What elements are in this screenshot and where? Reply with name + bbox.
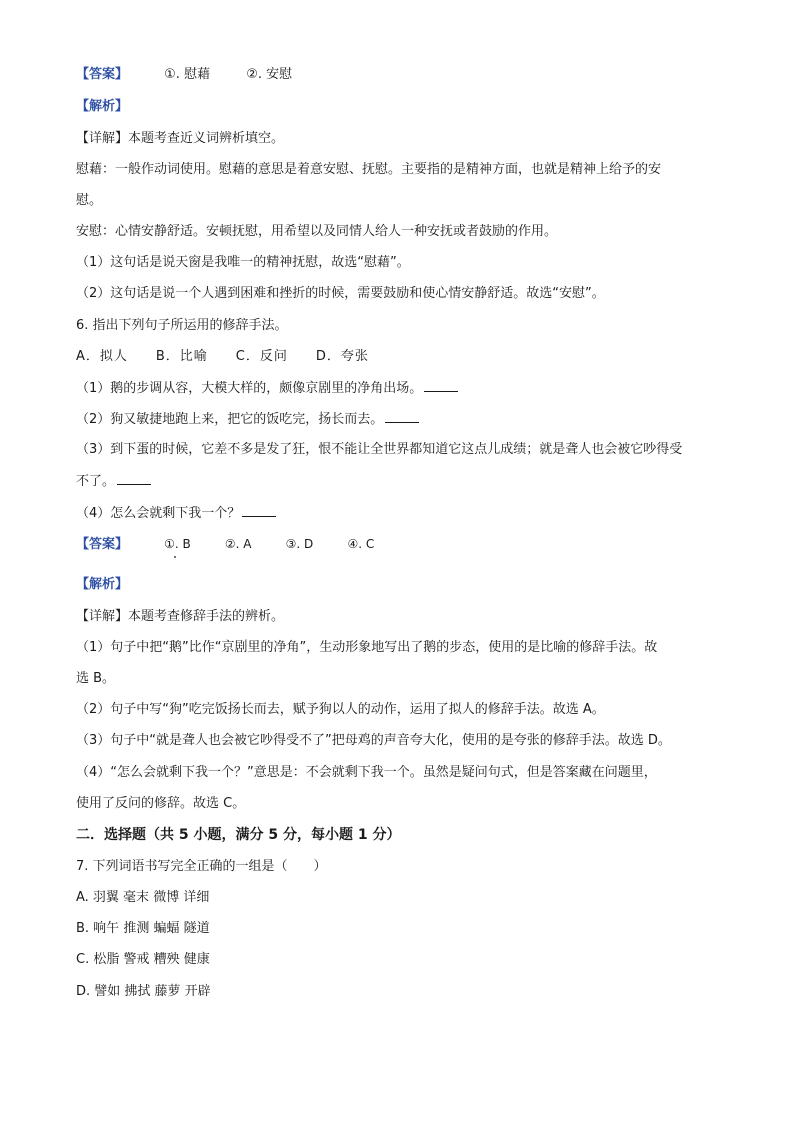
paragraph-line: 使用了反问的修辞。故选 C。 bbox=[76, 796, 246, 811]
answer-item: ②. A bbox=[224, 537, 252, 551]
paragraph-line: 慰藉：一般作动词使用。慰藉的意思是着意安慰、抚慰。主要指的是精神方面，也就是精神上给予的安 bbox=[76, 162, 662, 177]
paragraph-line: （3）句子中“就是聋人也会被它吵得受不了”把母鸡的声音夸大化，使用的是夸张的修辞手法。故选 D。 bbox=[76, 733, 671, 748]
stray-dot bbox=[174, 556, 176, 558]
sentence-line: （1）鹅的步调从容，大模大样的，颇像京剧里的净角出场。 bbox=[76, 379, 726, 398]
answer-blank[interactable] bbox=[117, 472, 151, 485]
answer-item: ②. 安慰 bbox=[246, 67, 293, 82]
paragraph-line: （2）这句话是说一个人遇到困难和挫折的时候，需要鼓励和使心情安静舒适。故选“安慰”。 bbox=[76, 286, 605, 301]
option-b[interactable]: B. 响午 推测 蝙蝠 隧道 bbox=[76, 921, 210, 936]
detail-line: 【详解】本题考查修辞手法的辨析。 bbox=[76, 609, 285, 624]
answer-item: ①. B bbox=[164, 537, 191, 551]
sentence-line: （2）狗又敏捷地跑上来，把它的饭吃完，扬长而去。 bbox=[76, 410, 726, 429]
sentence-line: （3）到下蛋的时候，它差不多是发了狂，恨不能让全世界都知道它这点儿成绩；就是聋人也会被它吵得受 bbox=[76, 442, 683, 457]
paragraph-line: 慰。 bbox=[76, 193, 103, 208]
answer-label: 【答案】 bbox=[76, 537, 129, 552]
analysis-heading: 【解析】 bbox=[76, 577, 129, 592]
paragraph-line: （4）“怎么会就剩下我一个？”意思是：不会就剩下我一个。虽然是疑问句式，但是答案藏在问题里， bbox=[76, 765, 657, 780]
paragraph-line: 安慰：心情安静舒适。安顿抚慰，用希望以及同情人给人一种安抚或者鼓励的作用。 bbox=[76, 224, 558, 239]
detail-line: 【详解】本题考查近义词辨析填空。 bbox=[76, 131, 285, 146]
section-heading: 二．选择题（共 5 小题，满分 5 分，每小题 1 分） bbox=[76, 827, 401, 843]
answer-item: ③. D bbox=[285, 537, 314, 551]
answer-item: ④. C bbox=[347, 537, 375, 551]
option-c[interactable]: C. 松脂 警戒 糟殃 健康 bbox=[76, 952, 210, 967]
option-d[interactable]: D. 譬如 拂拭 藤萝 开辟 bbox=[76, 984, 211, 999]
answer-label: 【答案】 bbox=[76, 67, 129, 82]
paragraph-line: （1）句子中把“鹅”比作“京剧里的净角”，生动形象地写出了鹅的步态，使用的是比喻的修辞手法。故 bbox=[76, 640, 658, 655]
q6-answer-line bbox=[76, 535, 726, 554]
question-options: A．拟人 B．比喻 C．反问 D．夸张 bbox=[76, 349, 369, 364]
paragraph-line: （2）句子中写“狗”吃完饭扬长而去，赋予狗以人的动作，运用了拟人的修辞手法。故选 A。 bbox=[76, 702, 605, 717]
sentence-line: 不了。 bbox=[76, 472, 726, 491]
paragraph-line: （1）这句话是说天窗是我唯一的精神抚慰，故选“慰藉”。 bbox=[76, 255, 410, 270]
q5-answer-line bbox=[76, 66, 726, 84]
answer-item: ①. 慰藉 bbox=[164, 67, 211, 82]
analysis-heading: 【解析】 bbox=[76, 99, 129, 114]
question-stem: 6. 指出下列句子所运用的修辞手法。 bbox=[76, 318, 288, 333]
paragraph-line: 选 B。 bbox=[76, 671, 116, 686]
sentence-line: （4）怎么会就剩下我一个？ bbox=[76, 504, 726, 523]
question-stem: 7. 下列词语书写完全正确的一组是（ ） bbox=[76, 859, 327, 874]
option-a[interactable]: A. 羽翼 毫末 微博 详细 bbox=[76, 890, 210, 905]
answer-blank[interactable] bbox=[385, 410, 419, 423]
answer-blank[interactable] bbox=[424, 379, 458, 392]
answer-blank[interactable] bbox=[242, 504, 276, 517]
